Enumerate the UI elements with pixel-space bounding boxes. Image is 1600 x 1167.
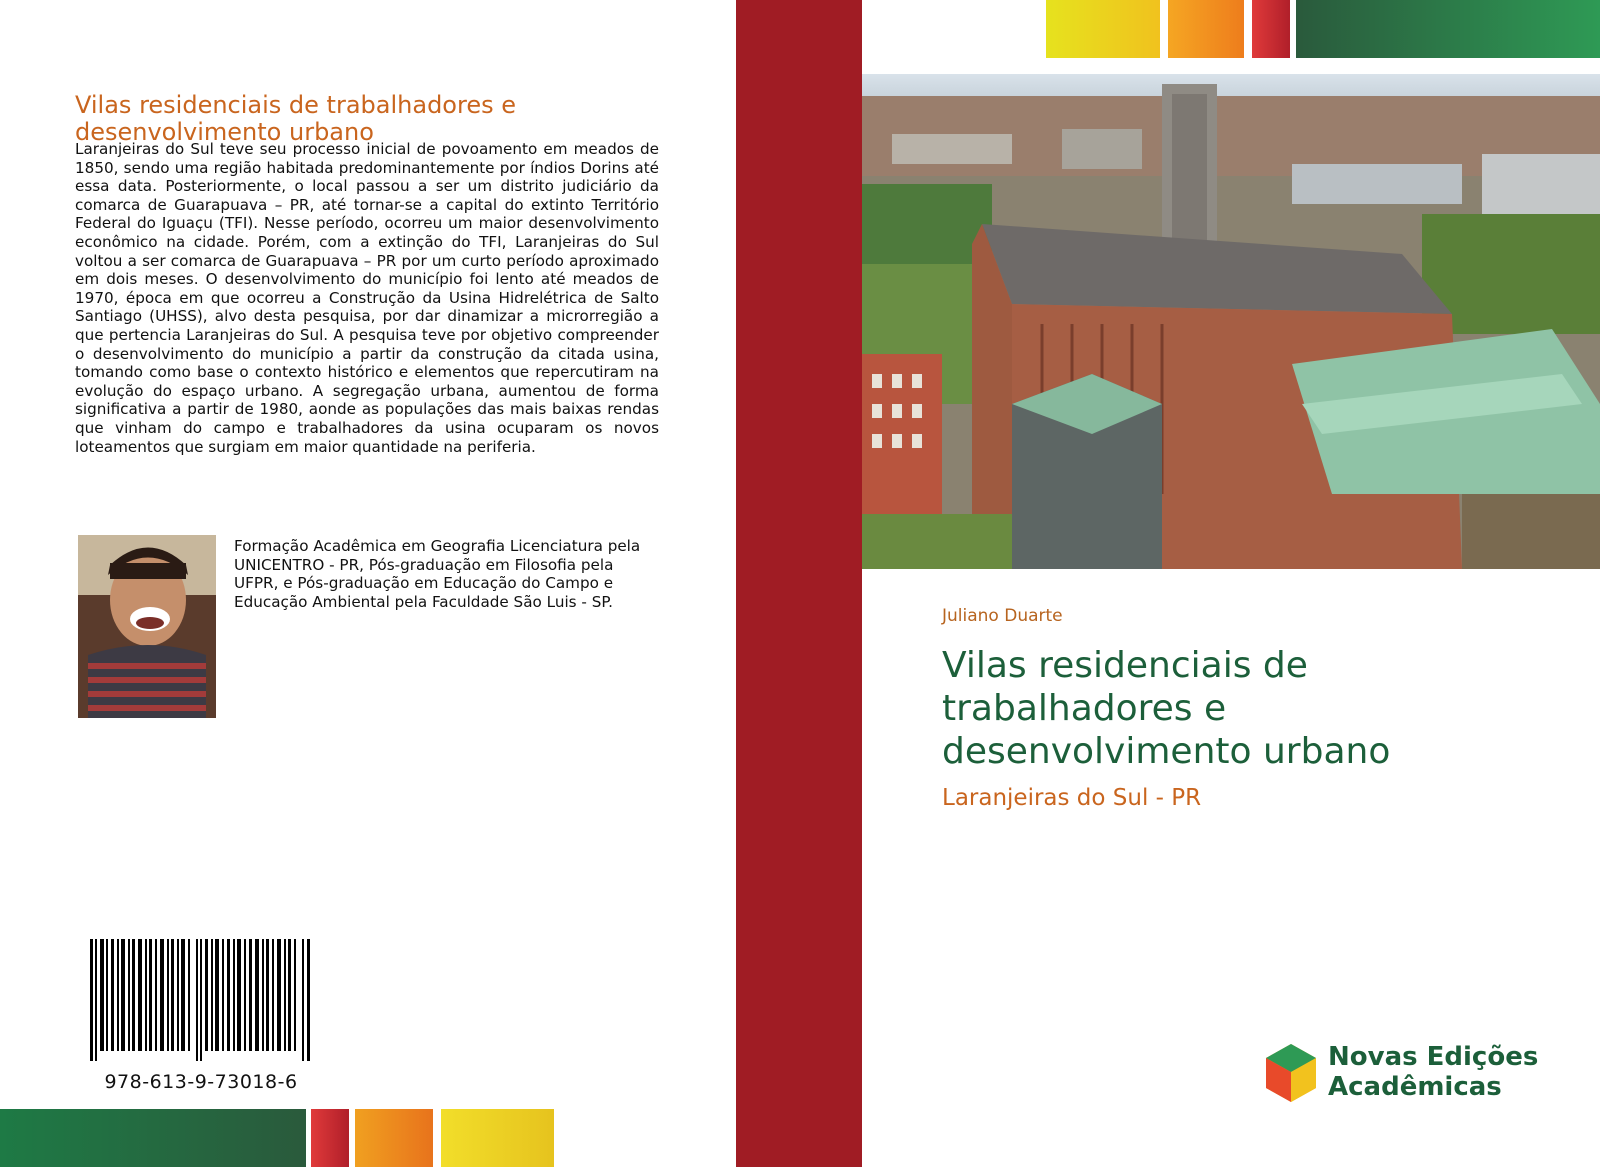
back-cover [0,0,736,1167]
isbn-number: 978-613-9-73018-6 [104,1071,298,1093]
front-cover-author: Juliano Duarte [942,606,1063,626]
publisher-logo [1260,1042,1560,1110]
publisher-name [1328,1042,1538,1102]
color-band-green [1296,0,1600,58]
color-band-yellow [1046,0,1160,58]
author-portrait [78,535,216,718]
front-title-line: trabalhadores e [942,688,1227,729]
front-title-line: desenvolvimento urbano [942,731,1391,772]
back-cover-summary: Laranjeiras do Sul teve seu processo inicial de povoamento em meados de 1850, sendo uma região habitada predominantemente por índios Dorins até essa data. Posteriormente, o local passou a ser um distrito judiciário da comarca de Guarapuava – PR, até tornar-se a capital do extinto Território Federal do Iguaçu (TFI). Nesse período, ocorreu um maior desenvolvimento econômico na cidade. Porém, com a extinção do TFI, Laranjeiras do Sul voltou a ser comarca de Guarapuava – PR por um curto período aproximado em dois meses. O desenvolvimento do município foi lento até meados de 1970, época em que ocorreu a Construção da Usina Hidrelétrica de Salto Santiago (UHSS), alvo desta pesquisa, por dar dinamizar a microrregião a que pertencia Laranjeiras do Sul. A pesquisa teve por objetivo compreender o desenvolvimento do município a partir da construção da citada usina, tomando como base o contexto histórico e elementos que repercutiram na evolução do espaço urbano. A segregação urbana, aumentou de forma significativa a partir de 1980, aonde as populações das mais baixas rendas que vinham do campo e trabalhadores da usina ocuparam os novos loteamentos que surgiam em maior quantidade na periferia. [75,140,659,456]
barcode [90,939,312,1061]
color-band-yellow [441,1109,554,1167]
publisher-name-line: Novas Edições [1328,1042,1539,1072]
color-band-red [311,1109,349,1167]
publisher-name-line: Acadêmicas [1328,1072,1502,1102]
color-band-orange [1168,0,1244,58]
hexagon-logo-icon [1260,1042,1322,1104]
color-band-orange [355,1109,433,1167]
color-band-red [1252,0,1290,58]
back-cover-title: Vilas residenciais de trabalhadores e desenvolvimento urbano [75,91,516,147]
front-title-line: Vilas residenciais de [942,645,1308,686]
author-bio: Formação Acadêmica em Geografia Licenciatura pela UNICENTRO - PR, Pós-graduação em Filosofia pela UFPR, e Pós-graduação em Educação do Campo e Educação Ambiental pela Faculdade São Luis - SP. [234,537,641,611]
book-spine [736,0,862,1167]
color-band-green [0,1109,306,1167]
front-cover-subtitle: Laranjeiras do Sul - PR [942,785,1202,811]
front-cover-title [942,644,1502,773]
cathedral-aerial-photo [862,74,1600,569]
